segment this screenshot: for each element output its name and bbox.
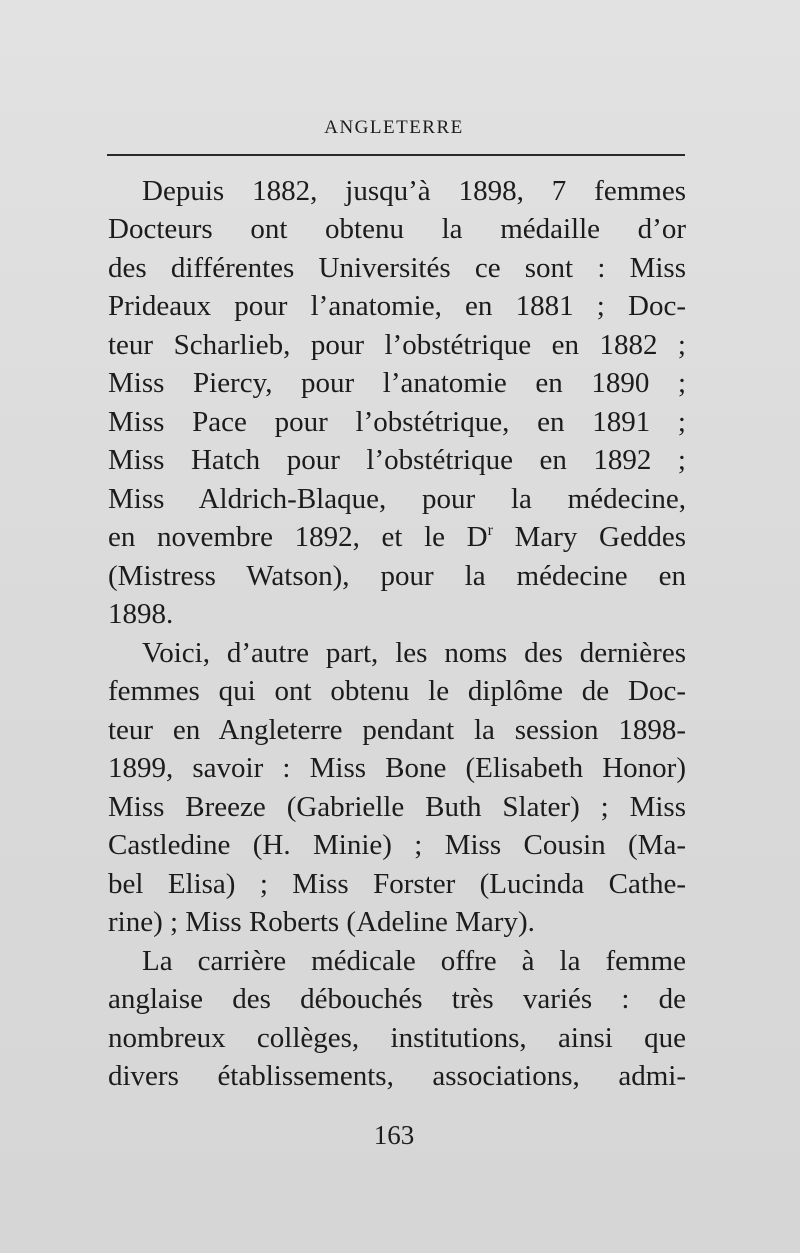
header-rule	[107, 154, 685, 156]
text-line: Miss Aldrich-Blaque, pour la médecine,	[108, 483, 686, 515]
text-line: Miss Hatch pour l’obstétrique en 1892 ;	[108, 444, 686, 476]
text-line: teur en Angleterre pendant la session 1898-	[108, 714, 686, 746]
text-line: bel Elisa) ; Miss Forster (Lucinda Cathe-	[108, 868, 686, 900]
page-number: 163	[373, 1120, 415, 1150]
superscript: r	[487, 522, 493, 539]
text-line: Depuis 1882, jusqu’à 1898, 7 femmes	[142, 175, 686, 207]
text-segment: Mary Geddes	[492, 521, 686, 553]
text-segment: en novembre 1892, et le D	[108, 521, 488, 553]
text-line: 1899, savoir : Miss Bone (Elisabeth Honor)	[108, 752, 686, 784]
text-line: 1898.	[108, 598, 174, 630]
text-line-with-superscript	[108, 518, 686, 556]
text-line: rine) ; Miss Roberts (Adeline Mary).	[108, 906, 535, 938]
text-line: Miss Pace pour l’obstétrique, en 1891 ;	[108, 406, 686, 438]
text-line: Castledine (H. Minie) ; Miss Cousin (Ma-	[108, 829, 686, 861]
text-line: des différentes Universités ce sont : Miss	[108, 252, 686, 284]
text-line: Prideaux pour l’anatomie, en 1881 ; Doc-	[108, 290, 686, 322]
text-line: Docteurs ont obtenu la médaille d’or	[108, 213, 686, 245]
text-line: femmes qui ont obtenu le diplôme de Doc-	[108, 675, 686, 707]
text-line: (Mistress Watson), pour la médecine en	[108, 560, 686, 592]
text-line: Miss Breeze (Gabrielle Buth Slater) ; Miss	[108, 791, 686, 823]
text-line: La carrière médicale offre à la femme	[142, 945, 686, 977]
text-line: Voici, d’autre part, les noms des dernières	[142, 637, 686, 669]
text-line: Miss Piercy, pour l’anatomie en 1890 ;	[108, 367, 686, 399]
text-line: anglaise des débouchés très variés : de	[108, 983, 686, 1015]
text-line: teur Scharlieb, pour l’obstétrique en 1882 ;	[108, 329, 686, 361]
running-head: ANGLETERRE	[324, 117, 464, 138]
text-line: divers établissements, associations, admi-	[108, 1060, 686, 1092]
text-line: nombreux collèges, institutions, ainsi que	[108, 1022, 686, 1054]
